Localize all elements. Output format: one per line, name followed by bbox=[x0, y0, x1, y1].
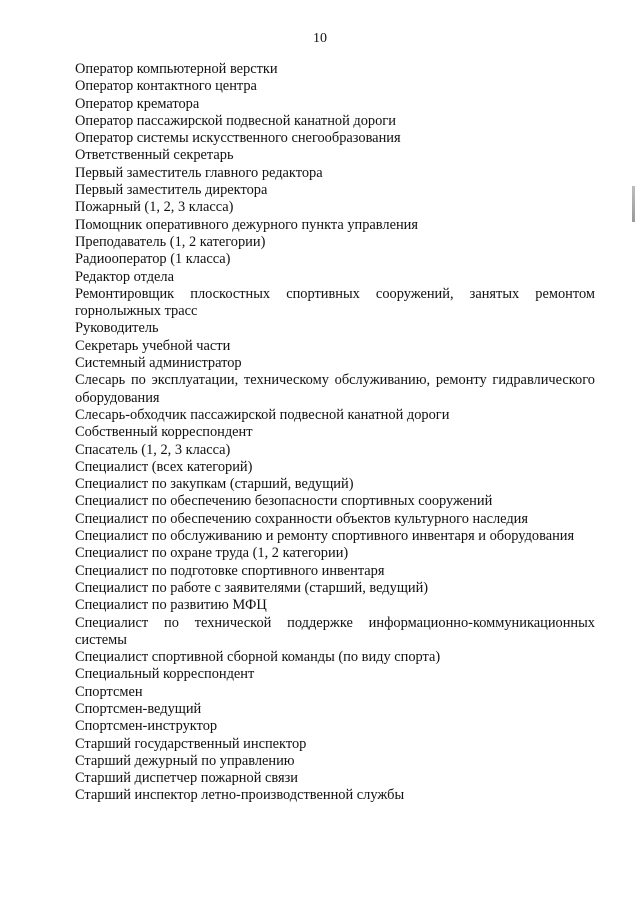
list-item: Специальный корреспондент bbox=[75, 666, 255, 683]
list-item: Оператор крематора bbox=[75, 95, 200, 112]
list-item: Спортсмен bbox=[75, 683, 143, 700]
list-item: Радиооператор (1 класса) bbox=[75, 251, 231, 268]
list-item: Старший диспетчер пожарной связи bbox=[75, 770, 298, 787]
list-item: Спортсмен-ведущий bbox=[75, 700, 202, 717]
list-item: Слесарь по эксплуатации, техническому обслуживанию, ремонту гидравлического оборудования bbox=[75, 372, 595, 406]
list-item: Системный администратор bbox=[75, 355, 242, 372]
list-item: Первый заместитель директора bbox=[75, 182, 268, 199]
page-number: 10 bbox=[313, 31, 327, 46]
list-item: Редактор отдела bbox=[75, 268, 174, 285]
list-item: Специалист по обеспечению сохранности объектов культурного наследия bbox=[75, 510, 528, 527]
list-item: Специалист по охране труда (1, 2 категории) bbox=[75, 545, 349, 562]
list-item: Специалист по работе с заявителями (старший, ведущий) bbox=[75, 579, 429, 596]
list-item: Старший дежурный по управлению bbox=[75, 752, 295, 769]
list-item: Спортсмен-инструктор bbox=[75, 718, 218, 735]
list-item: Первый заместитель главного редактора bbox=[75, 164, 323, 181]
list-item: Специалист по обеспечению безопасности спортивных сооружений bbox=[75, 493, 493, 510]
list-item: Специалист по обслуживанию и ремонту спортивного инвентаря и оборудования bbox=[75, 528, 575, 545]
list-item: Оператор пассажирской подвесной канатной дороги bbox=[75, 112, 396, 129]
list-item: Специалист по развитию МФЦ bbox=[75, 597, 267, 614]
list-item: Пожарный (1, 2, 3 класса) bbox=[75, 199, 234, 216]
list-item: Специалист по подготовке спортивного инвентаря bbox=[75, 562, 385, 579]
positions-list bbox=[75, 61, 595, 805]
list-item: Старший государственный инспектор bbox=[75, 735, 307, 752]
list-item: Специалист по технической поддержке информационно-коммуникационных системы bbox=[75, 614, 595, 648]
list-item: Руководитель bbox=[75, 320, 159, 337]
list-item: Старший инспектор летно-производственной службы bbox=[75, 787, 405, 804]
list-item: Секретарь учебной части bbox=[75, 337, 231, 354]
list-item: Ответственный секретарь bbox=[75, 147, 234, 164]
list-item: Спасатель (1, 2, 3 класса) bbox=[75, 441, 231, 458]
list-item: Преподаватель (1, 2 категории) bbox=[75, 233, 266, 250]
list-item: Оператор контактного центра bbox=[75, 78, 257, 95]
list-item: Помощник оперативного дежурного пункта управления bbox=[75, 216, 418, 233]
list-item: Оператор компьютерной верстки bbox=[75, 61, 278, 77]
scan-margin-mark bbox=[632, 186, 635, 222]
list-item: Специалист (всех категорий) bbox=[75, 458, 253, 475]
list-item: Собственный корреспондент bbox=[75, 424, 253, 441]
list-item: Ремонтировщик плоскостных спортивных сооружений, занятых ремонтом горнолыжных трасс bbox=[75, 285, 595, 320]
list-item: Специалист спортивной сборной команды (по виду спорта) bbox=[75, 649, 441, 666]
list-item: Оператор системы искусственного снегообразования bbox=[75, 130, 401, 147]
list-item: Слесарь-обходчик пассажирской подвесной канатной дороги bbox=[75, 406, 450, 423]
list-item: Специалист по закупкам (старший, ведущий) bbox=[75, 476, 354, 493]
